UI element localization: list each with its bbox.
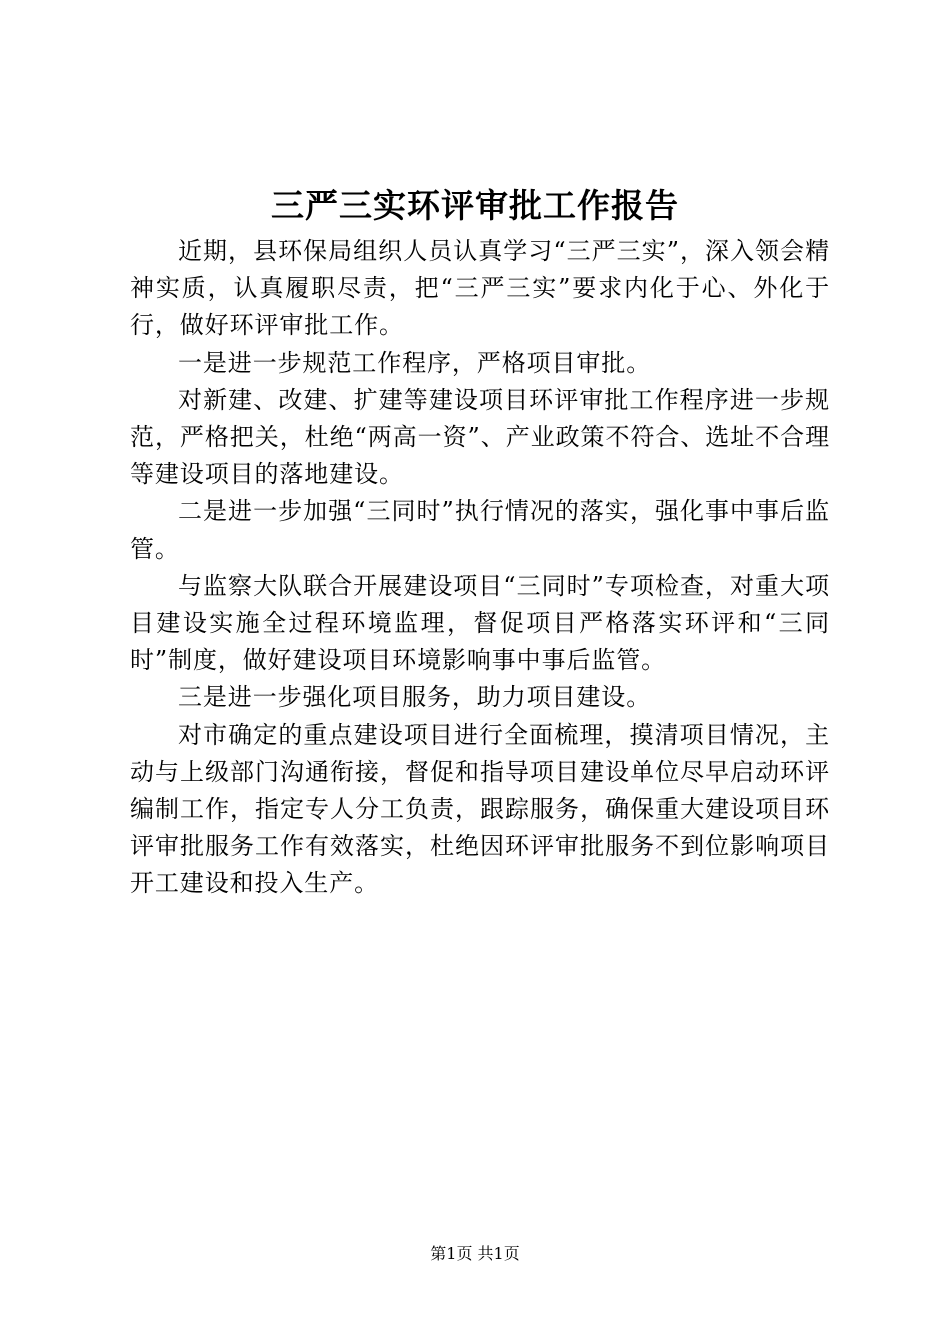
paragraph-heading-1: 一是进一步规范工作程序，严格项目审批。 — [178, 348, 652, 377]
paragraph-heading-2: 二是进一步加强“三同时”执行情况的落实，强化事中事后监管。 — [130, 497, 830, 563]
page-footer: 第1页 共1页 — [430, 1244, 520, 1263]
paragraph-body-1: 对新建、改建、扩建等建设项目环评审批工作程序进一步规范，严格把关，杜绝“两高一资”、产业政策不符合、选址不合理等建设项目的落地建设。 — [130, 385, 830, 489]
paragraph-body-3: 对市确定的重点建设项目进行全面梳理，摸清项目情况，主动与上级部门沟通衔接，督促和指导项目建设单位尽早启动环评编制工作，指定专人分工负责，跟踪服务，确保重大建设项目环评审批服务工作有效落实，杜绝因环评审批服务不到位影响项目开工建设和投入生产。 — [130, 720, 830, 898]
paragraph-heading-3: 三是进一步强化项目服务，助力项目建设。 — [178, 683, 652, 712]
paragraph-intro: 近期，县环保局组织人员认真学习“三严三实”，深入领会精神实质，认真履职尽责，把“三严三实”要求内化于心、外化于行，做好环评审批工作。 — [130, 237, 830, 340]
document-title: 三严三实环评审批工作报告 — [271, 186, 679, 225]
document-body — [130, 233, 830, 903]
paragraph-body-2: 与监察大队联合开展建设项目“三同时”专项检查，对重大项目建设实施全过程环境监理，督促项目严格落实环评和“三同时”制度，做好建设项目环境影响事中事后监管。 — [130, 571, 830, 675]
